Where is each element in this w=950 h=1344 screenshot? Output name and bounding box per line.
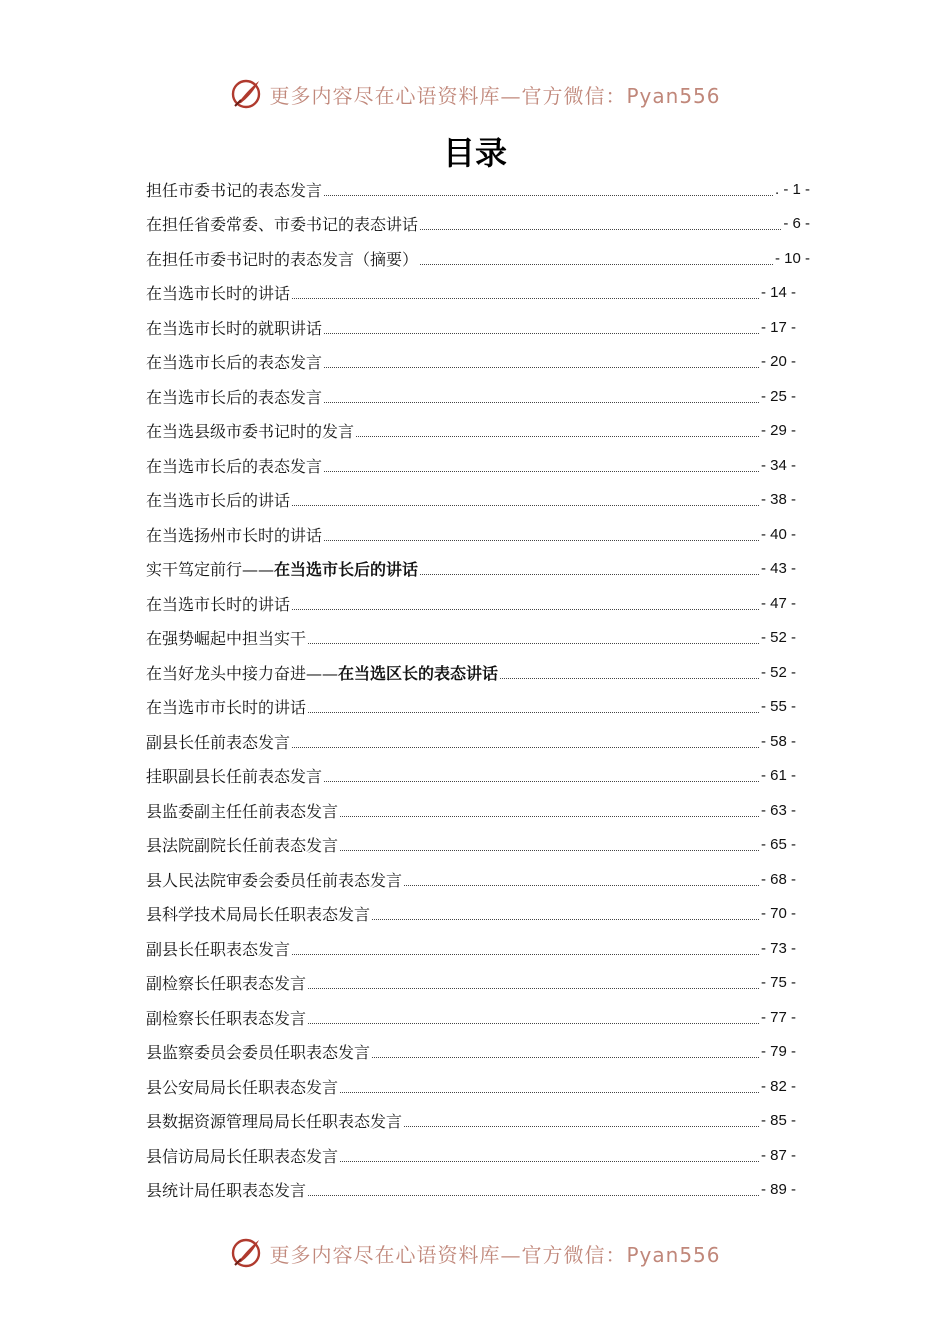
- dot-leader: [292, 505, 759, 506]
- toc-entry-title: 担任市委书记的表态发言: [146, 180, 323, 200]
- wechat-handle: Pyan556: [626, 1242, 721, 1267]
- toc-page-number: - 40 -: [760, 525, 796, 543]
- toc-entry[interactable]: [146, 724, 810, 759]
- toc-entry[interactable]: [146, 862, 810, 897]
- watermark-text: 更多内容尽在心语资料库—官方微信：Pyan556: [269, 1242, 721, 1267]
- toc-page-number: - 52 -: [760, 629, 796, 647]
- toc-page-number: - 63 -: [760, 801, 796, 819]
- toc-entry[interactable]: [146, 655, 810, 690]
- toc-entry[interactable]: [146, 1035, 810, 1070]
- toc-entry-title: 在当选市市长时的讲话: [146, 698, 307, 718]
- dot-leader: [324, 402, 759, 403]
- toc-page-number: - 73 -: [760, 939, 796, 957]
- toc-page-number: - 55 -: [760, 698, 796, 716]
- dot-leader: [340, 1092, 759, 1093]
- dot-leader: [340, 1161, 759, 1162]
- toc-page-number: - 34 -: [760, 456, 796, 474]
- toc-page-number: - 77 -: [760, 1008, 796, 1026]
- toc-page-number: - 58 -: [760, 732, 796, 750]
- toc-page-number: - 10 -: [774, 249, 810, 267]
- toc-entry-title: 实干笃定前行——在当选市长后的讲话: [146, 560, 419, 580]
- toc-entry-title: 县法院副院长任前表态发言: [146, 836, 339, 856]
- toc-entry[interactable]: [146, 897, 810, 932]
- dot-leader: [372, 919, 759, 920]
- toc-entry-title: 在当选县级市委书记时的发言: [146, 422, 355, 442]
- toc-page-number: - 85 -: [760, 1112, 796, 1130]
- toc-entry-title: 县科学技术局局长任职表态发言: [146, 905, 371, 925]
- toc-page-number: - 68 -: [760, 870, 796, 888]
- dot-leader: [324, 195, 773, 196]
- toc-entry-title: 在当选市长后的表态发言: [146, 456, 323, 476]
- toc-entry[interactable]: [146, 414, 810, 449]
- toc-entry[interactable]: [146, 1104, 810, 1139]
- toc-entry[interactable]: [146, 379, 810, 414]
- toc-page-number: - 17 -: [760, 318, 796, 336]
- toc-page-number: - 70 -: [760, 905, 796, 923]
- toc-page-number: - 43 -: [760, 560, 796, 578]
- toc-page-number: - 14 -: [760, 284, 796, 302]
- dot-leader: [292, 609, 759, 610]
- toc-entry[interactable]: [146, 448, 810, 483]
- toc-entry-title: 副县长任前表态发言: [146, 732, 291, 752]
- toc-entry[interactable]: [146, 1173, 810, 1208]
- toc-entry[interactable]: [146, 517, 810, 552]
- dot-leader: [324, 781, 759, 782]
- toc-entry-title: 在担任省委常委、市委书记的表态讲话: [146, 215, 419, 235]
- toc-page-number: - 89 -: [760, 1181, 796, 1199]
- dot-leader: [308, 1023, 759, 1024]
- toc-entry[interactable]: [146, 276, 810, 311]
- dot-leader: [324, 333, 759, 334]
- quill-logo-icon: [229, 1236, 263, 1270]
- footer-watermark-banner: [0, 1233, 950, 1273]
- toc-entry-title: 在当选市长后的讲话: [146, 491, 291, 511]
- toc-entry-title: 县信访局局长任职表态发言: [146, 1146, 339, 1166]
- toc-page-number: - 87 -: [760, 1146, 796, 1164]
- toc-entry[interactable]: [146, 1138, 810, 1173]
- toc-entry[interactable]: [146, 586, 810, 621]
- toc-entry[interactable]: [146, 931, 810, 966]
- toc-entry-subtitle: 在当选区长的表态讲话: [338, 663, 499, 683]
- dot-leader: [420, 574, 759, 575]
- toc-entry[interactable]: [146, 828, 810, 863]
- toc-entry-title: 县统计局任职表态发言: [146, 1181, 307, 1201]
- toc-entry[interactable]: [146, 172, 810, 207]
- dot-leader: [308, 712, 759, 713]
- quill-logo-icon: [229, 77, 263, 111]
- table-of-contents: [146, 172, 810, 1207]
- dot-leader: [324, 471, 759, 472]
- toc-entry[interactable]: [146, 207, 810, 242]
- toc-page-number: - 38 -: [760, 491, 796, 509]
- toc-entry-title: 在当选市长后的表态发言: [146, 387, 323, 407]
- toc-entry-title: 在强势崛起中担当实干: [146, 629, 307, 649]
- toc-entry-title: 在担任市委书记时的表态发言（摘要）: [146, 249, 419, 269]
- toc-entry-title: 在当好龙头中接力奋进——在当选区长的表态讲话: [146, 663, 499, 683]
- toc-entry-title: 在当选市长时的就职讲话: [146, 318, 323, 338]
- toc-entry-title: 副检察长任职表态发言: [146, 974, 307, 994]
- toc-entry-title: 县数据资源管理局局长任职表态发言: [146, 1112, 403, 1132]
- toc-page-number: - 52 -: [760, 663, 796, 681]
- toc-entry[interactable]: [146, 241, 810, 276]
- dot-leader: [340, 816, 759, 817]
- dot-leader: [292, 747, 759, 748]
- toc-entry[interactable]: [146, 483, 810, 518]
- watermark-text: 更多内容尽在心语资料库—官方微信：Pyan556: [269, 83, 721, 108]
- toc-page-number: - 61 -: [760, 767, 796, 785]
- toc-entry-title: 县人民法院审委会委员任前表态发言: [146, 870, 403, 890]
- toc-page-number: - 79 -: [760, 1043, 796, 1061]
- toc-page-number: - 20 -: [760, 353, 796, 371]
- toc-page-number: . - 1 -: [774, 180, 810, 198]
- toc-entry-subtitle: 在当选市长后的讲话: [274, 560, 419, 580]
- toc-entry-title: 在当选扬州市长时的讲话: [146, 525, 323, 545]
- toc-entry[interactable]: [146, 793, 810, 828]
- dot-leader: [420, 229, 781, 230]
- dot-leader: [324, 367, 759, 368]
- toc-entry[interactable]: [146, 1000, 810, 1035]
- dot-leader: [308, 988, 759, 989]
- dot-leader: [420, 264, 773, 265]
- dot-leader: [404, 885, 759, 886]
- toc-entry-title: 县监委副主任任前表态发言: [146, 801, 339, 821]
- toc-entry[interactable]: [146, 690, 810, 725]
- dot-leader: [308, 643, 759, 644]
- wechat-handle: Pyan556: [626, 83, 721, 108]
- dot-leader: [372, 1057, 759, 1058]
- toc-page-number: - 65 -: [760, 836, 796, 854]
- dot-leader: [340, 850, 759, 851]
- toc-entry[interactable]: [146, 1069, 810, 1104]
- dot-leader: [404, 1126, 759, 1127]
- page-title: 目录: [442, 134, 507, 172]
- toc-entry-title: 在当选市长时的讲话: [146, 594, 291, 614]
- toc-page-number: - 82 -: [760, 1077, 796, 1095]
- dot-leader: [292, 954, 759, 955]
- dot-leader: [500, 678, 759, 679]
- toc-entry-title: 在当选市长时的讲话: [146, 284, 291, 304]
- toc-page-number: - 47 -: [760, 594, 796, 612]
- dot-leader: [324, 540, 759, 541]
- toc-entry-title: 县公安局局长任职表态发言: [146, 1077, 339, 1097]
- toc-entry-title: 副检察长任职表态发言: [146, 1008, 307, 1028]
- toc-page-number: - 25 -: [760, 387, 796, 405]
- toc-entry-title: 在当选市长后的表态发言: [146, 353, 323, 373]
- toc-entry-title: 挂职副县长任前表态发言: [146, 767, 323, 787]
- dot-leader: [356, 436, 759, 437]
- toc-page-number: - 75 -: [760, 974, 796, 992]
- toc-page-number: - 29 -: [760, 422, 796, 440]
- toc-entry-title: 副县长任职表态发言: [146, 939, 291, 959]
- toc-entry[interactable]: [146, 552, 810, 587]
- dot-leader: [292, 298, 759, 299]
- toc-entry[interactable]: [146, 345, 810, 380]
- toc-entry[interactable]: [146, 310, 810, 345]
- toc-entry[interactable]: [146, 759, 810, 794]
- toc-entry[interactable]: [146, 621, 810, 656]
- header-watermark-banner: [0, 74, 950, 114]
- toc-entry[interactable]: [146, 966, 810, 1001]
- toc-page-number: - 6 -: [783, 215, 810, 233]
- toc-entry-title: 县监察委员会委员任职表态发言: [146, 1043, 371, 1063]
- dot-leader: [308, 1195, 759, 1196]
